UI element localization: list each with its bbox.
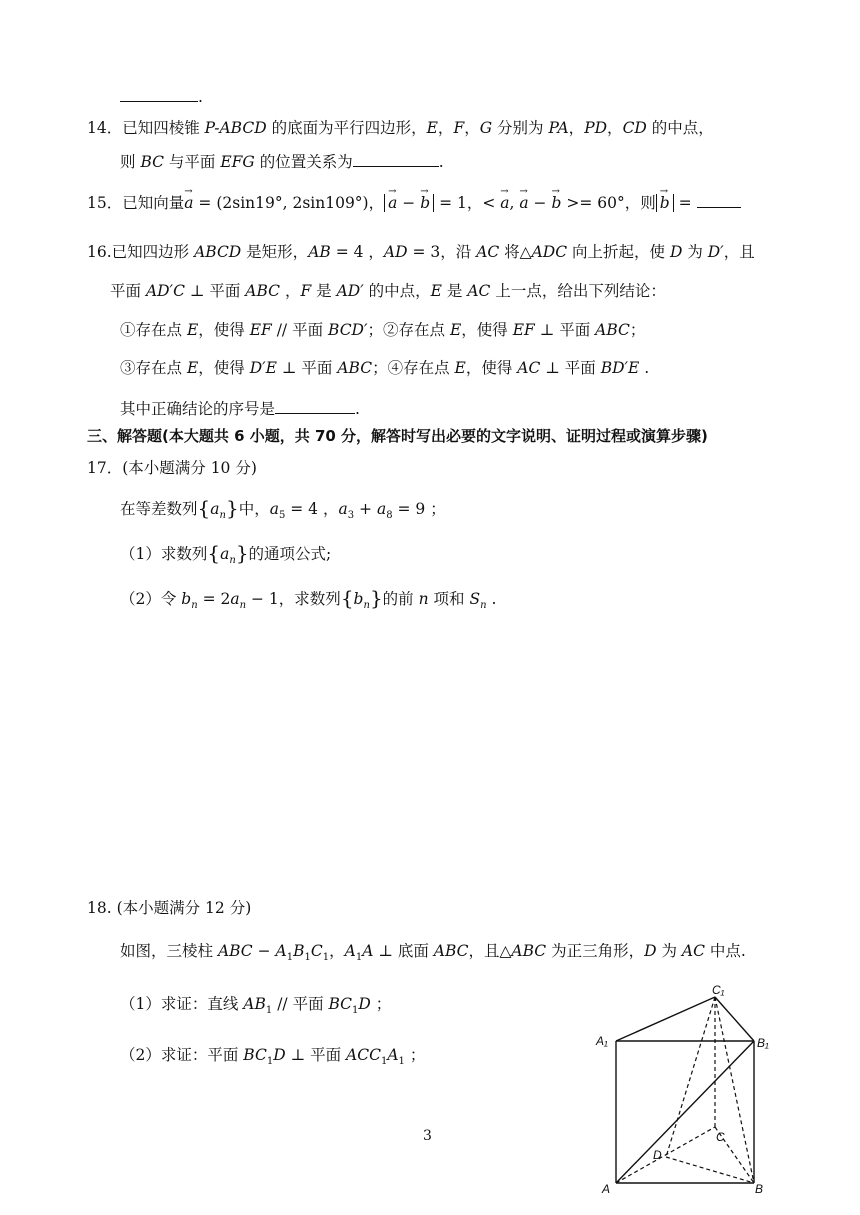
line-C1-B — [715, 997, 754, 1183]
label-B: B — [755, 1182, 764, 1195]
answer-blank — [120, 85, 198, 102]
vector-a: → a — [184, 193, 193, 213]
label-C1: C₁ — [712, 985, 725, 997]
section-3-heading: 三、解答题(本大题共 6 小题，共 70 分，解答时写出必要的文字说明、证明过程或演算步骤) — [87, 427, 708, 445]
question-14-line-1: 14．已知四棱锥 P-ABCD 的底面为平行四边形，E，F，G 分别为 PA，PD，CD 的中点， — [87, 119, 714, 137]
abs-a-minus-b: → a − → b — [384, 194, 434, 212]
prism-figure — [588, 985, 778, 1195]
line-C1-D — [666, 997, 715, 1157]
question-18-part-2: （2）求证：平面 $BC_1D$ ⊥ 平面 $ACC_1A_1$ ； — [120, 1046, 426, 1068]
edge-C1-B1 — [715, 997, 754, 1041]
answer-blank — [275, 397, 355, 414]
label-D: D — [653, 1148, 662, 1162]
question-16-line-2: 平面 AD′C ⊥ 平面 ABC ，F 是 AD′ 的中点，E 是 AC 上一点，给出下列结论： — [110, 282, 666, 300]
q13-answer-line: . — [120, 85, 203, 107]
label-A1: A₁ — [596, 1034, 608, 1048]
question-18-line-1: 如图，三棱柱 ABC − $A_1B_1C_1$，$A_1A$ ⊥ 底面 ABC，且△ABC 为正三角形，D 为 AC 中点. — [120, 942, 746, 964]
question-17-header: 17．(本小题满分 10 分) — [87, 459, 257, 477]
question-18-header: 18. (本小题满分 12 分) — [87, 899, 252, 917]
edge-A1-C1 — [616, 997, 715, 1041]
question-16-line-3: ①存在点 E，使得 EF // 平面 BCD′；②存在点 E，使得 EF ⊥ 平面 ABC； — [120, 321, 646, 339]
edge-A-C — [616, 1127, 715, 1183]
abs-b: → b — [656, 194, 674, 212]
question-14-line-2: 则 BC 与平面 EFG 的位置关系为 . — [120, 150, 444, 172]
question-18-part-1: （1）求证：直线 $AB_1$ // 平面 $BC_1D$ ； — [120, 995, 392, 1017]
label-A: A — [602, 1182, 611, 1195]
label-C: C — [716, 1130, 725, 1144]
question-17-part-1: （1）求数列$\{a_n\}$的通项公式; — [120, 541, 332, 567]
label-B1: B₁ — [757, 1036, 769, 1050]
question-17-part-2: （2）令 $b_n = 2a_n - 1$，求数列$\{b_n\}$的前 n 项和 $S_n$ . — [120, 586, 497, 612]
question-16-line-1: 16.已知四边形 ABCD 是矩形，AB = 4 ，AD = 3，沿 AC 将△ADC 向上折起，使 D 为 D′，且 — [87, 243, 755, 261]
page-number: 3 — [423, 1128, 432, 1144]
answer-blank — [697, 191, 741, 208]
answer-blank — [353, 150, 439, 167]
question-16-line-5: 其中正确结论的序号是 . — [120, 397, 360, 419]
line-D-B — [666, 1157, 754, 1183]
question-15: 15．已知向量→ a = (2sin19°, 2sin109°)，→ a − → b = 1，< → a, → a − → b >= 60°，则→ b = — [87, 191, 741, 213]
line-A-B1 — [616, 1041, 754, 1183]
question-17-line-1: 在等差数列$\{a_n\}$中，$a_5 = 4$ ，$a_3 + a_8 = 9$ ； — [120, 496, 446, 522]
question-16-line-4: ③存在点 E，使得 D′E ⊥ 平面 ABC；④存在点 E，使得 AC ⊥ 平面 BD′E . — [120, 359, 650, 377]
